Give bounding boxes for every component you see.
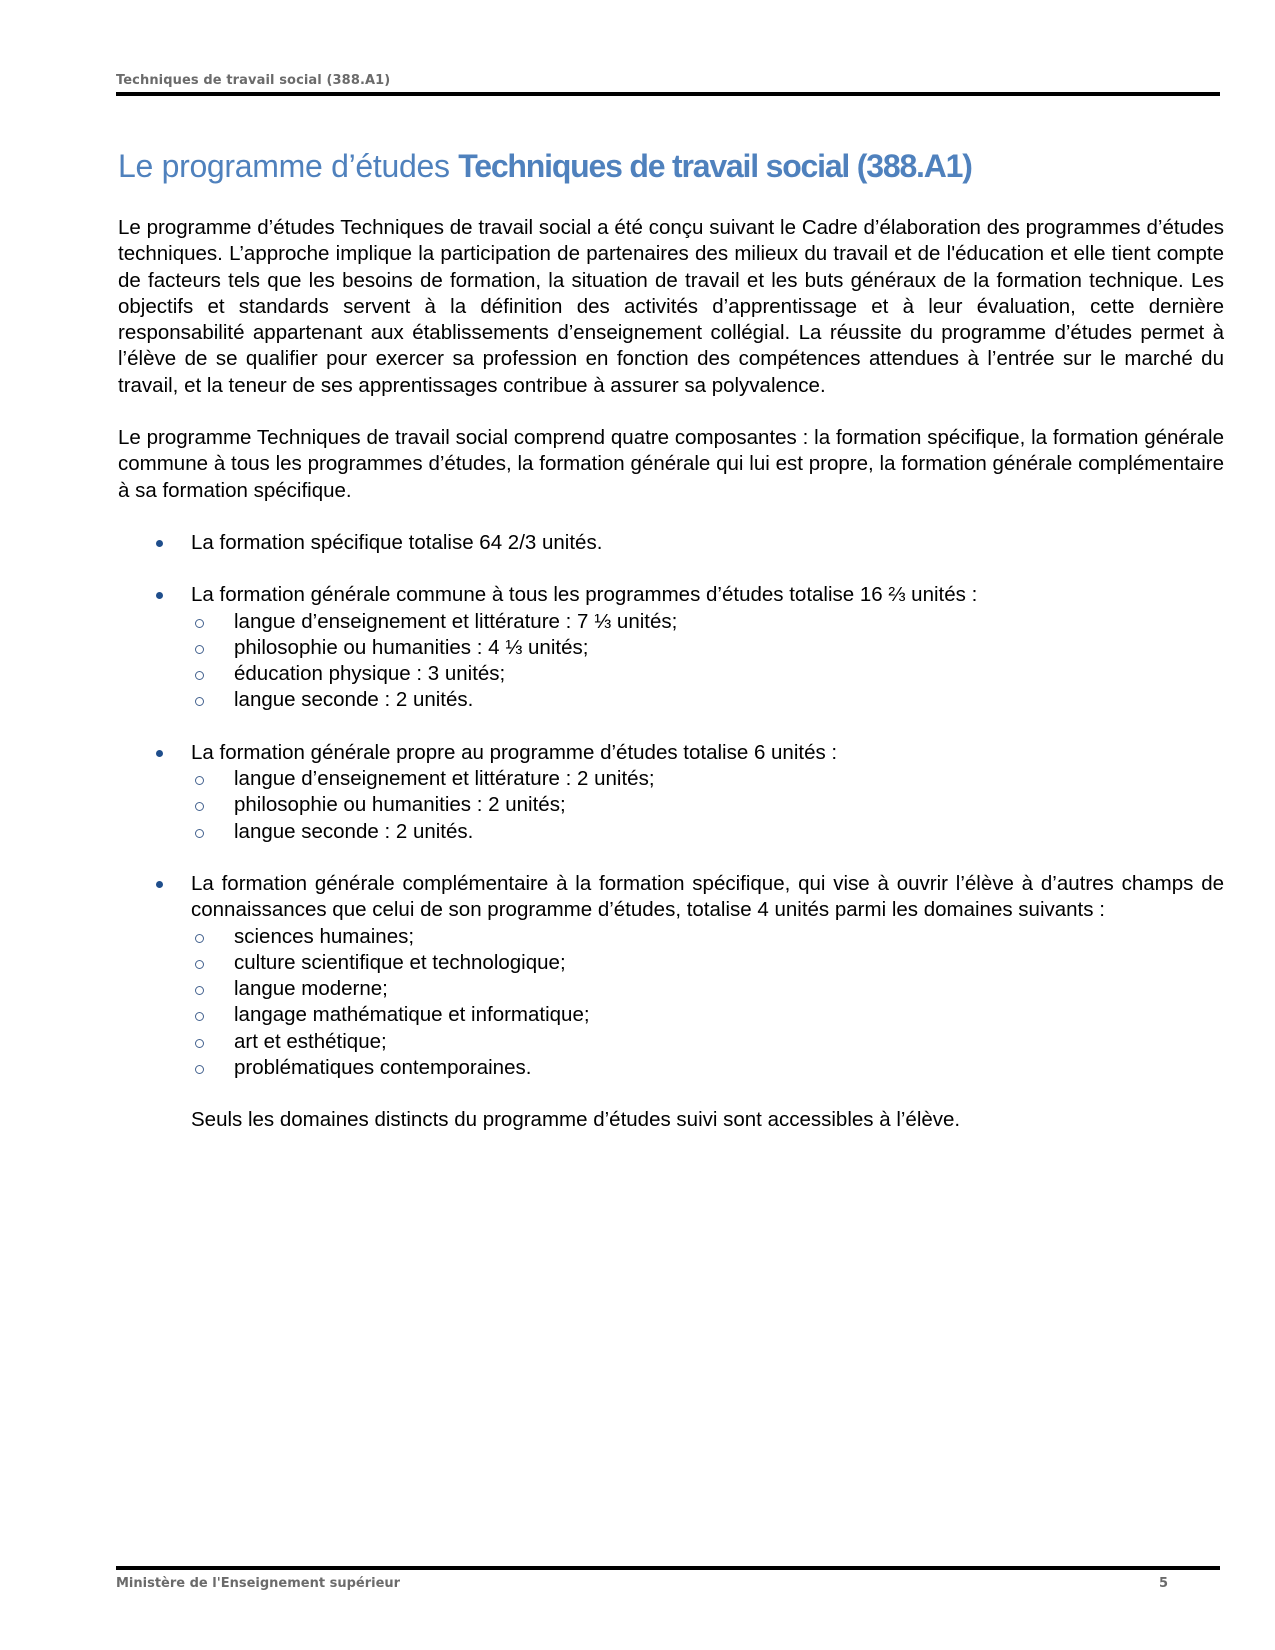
components-paragraph: Le programme Techniques de travail social comprend quatre composantes : la formation spécifique, la formation générale commune à tous les programmes d’études, la formation générale qui lui est propre, la formation générale complémentaire à sa formation spécifique.: [118, 426, 1224, 502]
footer-rule: [116, 1566, 1220, 1570]
page-footer: [116, 1566, 1220, 1591]
bullet-circle-icon: [195, 776, 204, 785]
subitem-text: sciences humaines;: [234, 924, 415, 948]
bullet-disc-icon: [156, 881, 163, 888]
intro-paragraph: Le programme d’études Techniques de travail social a été conçu suivant le Cadre d’élaboration des programmes d’études techniques. L’approche implique la participation de partenaires des milieux du travail et de l'éducation et elle tient compte de facteurs tels que les besoins de formation, la situation de travail et les buts généraux de la formation technique. Les objectifs et standards servent à la définition des activités d’apprentissage et à leur évaluation, cette dernière responsabilité appartenant aux établissements d’enseignement collégial. La réussite du programme d’études permet à l’élève de se qualifier pour exercer sa profession en fonction des compétences attendues à l’entrée sur le marché du travail, et la teneur de ses apprentissages contribue à assurer sa polyvalence.: [118, 216, 1224, 397]
note-paragraph: Seuls les domaines distincts du programme d’études suivi sont accessibles à l’élève.: [191, 1108, 961, 1132]
footer-row: [116, 1576, 1220, 1591]
subitem: [191, 635, 1224, 661]
subitem-text: problématiques contemporaines.: [234, 1056, 532, 1080]
component-item: [118, 740, 1224, 845]
bullet-circle-icon: [195, 934, 204, 943]
subitem: [191, 1055, 1224, 1081]
component-item: [118, 530, 1224, 556]
subitem-text: langage mathématique et informatique;: [234, 1003, 590, 1027]
bullet-circle-icon: [195, 645, 204, 654]
component-text: La formation générale propre au programme d’études totalise 6 unités :: [191, 740, 838, 764]
subitem: [191, 1002, 1224, 1028]
subitem-text: langue seconde : 2 unités.: [234, 819, 474, 843]
subitem-text: langue d’enseignement et littérature : 2 unités;: [234, 767, 655, 791]
subitem: [191, 976, 1224, 1002]
subitem-text: culture scientifique et technologique;: [234, 950, 566, 974]
page-header: [116, 73, 1220, 96]
subitem-list: [191, 609, 1224, 714]
bullet-circle-icon: [195, 802, 204, 811]
component-text: La formation générale complémentaire à la formation spécifique, qui vise à ouvrir l’élève à d’autres champs de connaissances que celui de son programme d’études, totalise 4 unités parmi les domaines suivants :: [191, 871, 1224, 922]
components-list: [118, 530, 1224, 1081]
component-item: [118, 871, 1224, 1081]
bullet-circle-icon: [195, 1012, 204, 1021]
subitem: [191, 687, 1224, 713]
subitem: [191, 766, 1224, 792]
subitem: [191, 1029, 1224, 1055]
bullet-circle-icon: [195, 697, 204, 706]
header-rule: [116, 92, 1220, 96]
bullet-circle-icon: [195, 671, 204, 680]
running-title: Techniques de travail social (388.A1): [116, 73, 391, 88]
bullet-disc-icon: [156, 750, 163, 757]
title-prefix: Le programme d’études: [118, 148, 459, 184]
subitem-list: [191, 924, 1224, 1082]
bullet-circle-icon: [195, 1065, 204, 1074]
component-item: [118, 582, 1224, 713]
subitem: [191, 792, 1224, 818]
bullet-circle-icon: [195, 829, 204, 838]
bullet-circle-icon: [195, 986, 204, 995]
subitem: [191, 609, 1224, 635]
bullet-circle-icon: [195, 1039, 204, 1048]
subitem-text: langue moderne;: [234, 977, 388, 1001]
subitem-text: philosophie ou humanities : 4 ⅓ unités;: [234, 635, 589, 659]
subitem-text: philosophie ou humanities : 2 unités;: [234, 793, 566, 817]
bullet-circle-icon: [195, 619, 204, 628]
bullet-disc-icon: [156, 540, 163, 547]
subitem: [191, 661, 1224, 687]
page-title: [118, 148, 1228, 185]
subitem: [191, 924, 1224, 950]
bullet-circle-icon: [195, 960, 204, 969]
footer-organization: Ministère de l'Enseignement supérieur: [116, 1576, 401, 1591]
subitem-text: éducation physique : 3 unités;: [234, 662, 506, 686]
component-text: La formation spécifique totalise 64 2/3 unités.: [191, 530, 603, 554]
subitem: [191, 819, 1224, 845]
subitem-list: [191, 766, 1224, 845]
component-text: La formation générale commune à tous les programmes d’études totalise 16 ⅔ unités :: [191, 583, 978, 607]
subitem-text: langue seconde : 2 unités.: [234, 688, 474, 712]
body-content: [118, 215, 1224, 1134]
subitem-text: art et esthétique;: [234, 1029, 387, 1053]
page-number: 5: [1158, 1576, 1168, 1591]
subitem: [191, 950, 1224, 976]
title-emphasis: Techniques de travail social (388.A1): [458, 148, 972, 184]
subitem-text: langue d’enseignement et littérature : 7 ⅓ unités;: [234, 609, 678, 633]
bullet-disc-icon: [156, 592, 163, 599]
